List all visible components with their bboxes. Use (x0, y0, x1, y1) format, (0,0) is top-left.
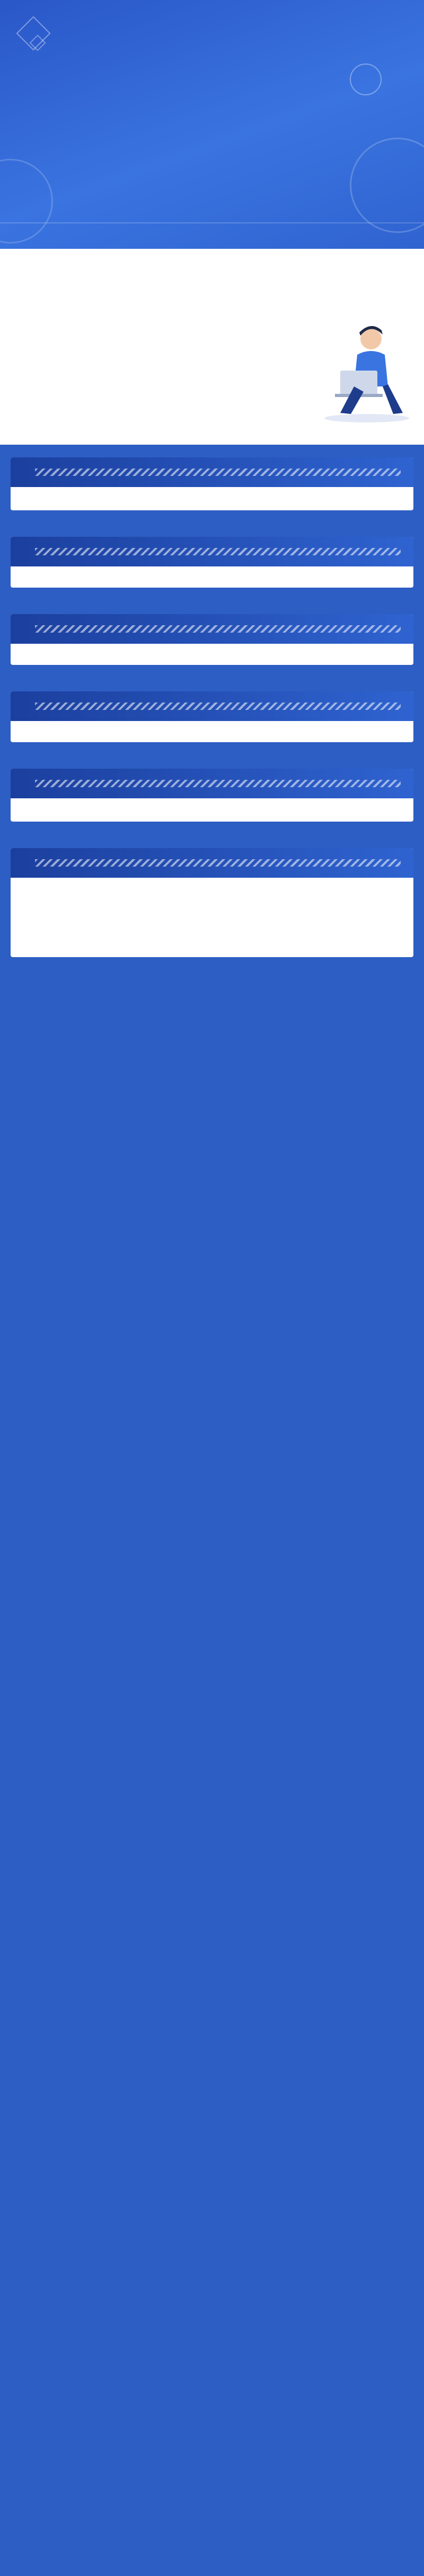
stripe-decoration (35, 548, 401, 555)
divider (0, 222, 424, 223)
stripe-decoration (35, 702, 401, 710)
applications-card (11, 614, 413, 665)
section-active-disclosure (0, 524, 424, 601)
overview-card (11, 457, 413, 510)
circle-decoration (350, 138, 424, 233)
section-title (11, 457, 413, 487)
stripe-decoration (35, 625, 401, 633)
stripe-decoration (35, 780, 401, 787)
section-title (11, 769, 413, 798)
intro-section (0, 249, 424, 445)
section-title (11, 537, 413, 566)
section-title (11, 848, 413, 878)
circle-decoration (0, 159, 53, 244)
stripe-decoration (35, 469, 401, 476)
section-other (0, 835, 424, 971)
problems-card (11, 769, 413, 822)
footer (0, 971, 424, 1003)
section-problems (0, 756, 424, 835)
circle-decoration (350, 64, 382, 95)
section-review-litigation (0, 679, 424, 756)
section-title (11, 691, 413, 721)
section-applications (0, 601, 424, 679)
review-card (11, 691, 413, 742)
other-card (11, 848, 413, 957)
section-overview (0, 445, 424, 524)
problems-body (11, 798, 413, 822)
overview-body (11, 487, 413, 510)
hero-banner (0, 0, 424, 249)
stripe-decoration (35, 859, 401, 867)
active-disclosure-card (11, 537, 413, 588)
person-laptop-illustration (308, 318, 409, 424)
section-title (11, 614, 413, 644)
other-body (11, 878, 413, 957)
